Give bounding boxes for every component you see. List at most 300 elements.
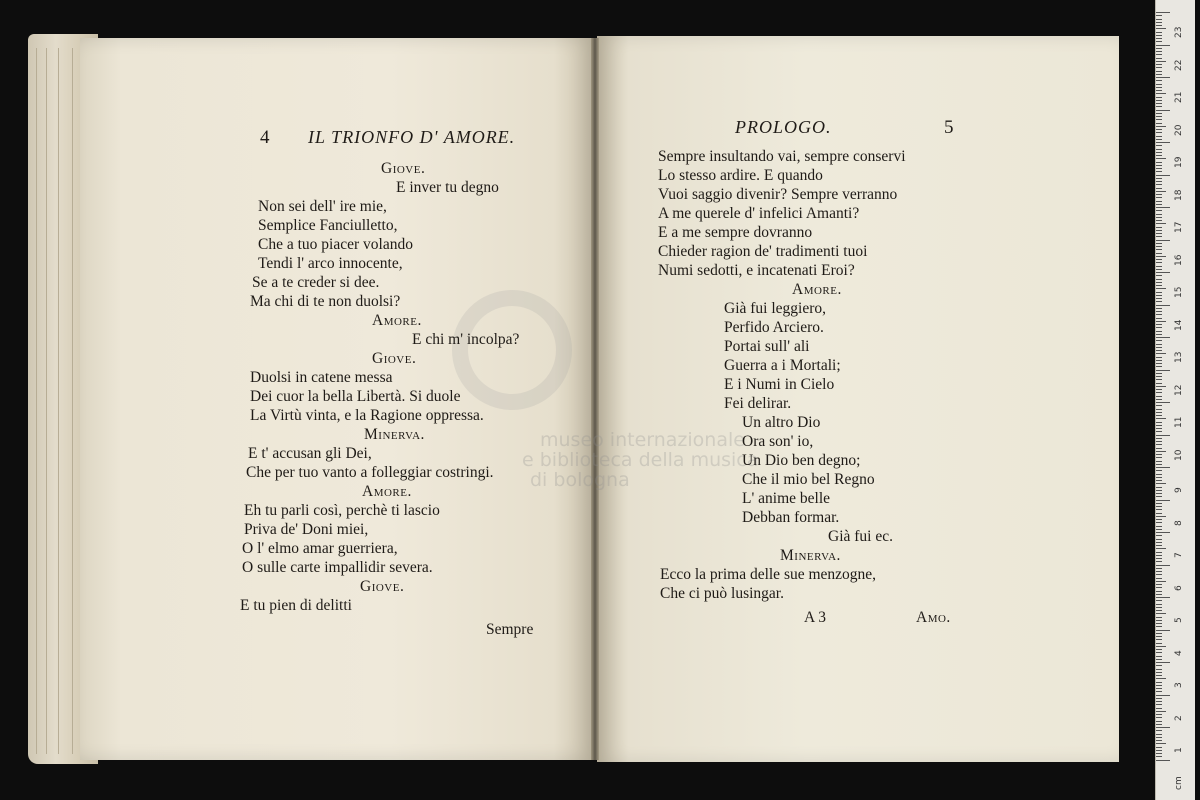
ruler-tick	[1156, 366, 1162, 367]
ruler-tick	[1156, 116, 1162, 117]
ruler-tick	[1156, 649, 1162, 650]
ruler-tick	[1156, 379, 1162, 380]
ruler-tick	[1156, 659, 1162, 660]
ruler-tick	[1156, 626, 1162, 627]
ruler-tick	[1156, 509, 1162, 510]
ruler-number: 2	[1174, 714, 1184, 721]
page-edge-line	[72, 48, 73, 754]
ruler-tick	[1156, 48, 1162, 49]
ruler-tick	[1156, 597, 1170, 598]
ruler-tick	[1156, 12, 1170, 13]
ruler-tick	[1156, 571, 1162, 572]
verse-line: Che a tuo piacer volando	[258, 236, 413, 253]
verse-line: E inver tu degno	[396, 179, 499, 196]
ruler-tick	[1156, 431, 1162, 432]
ruler-tick	[1156, 587, 1162, 588]
ruler-tick	[1156, 71, 1162, 72]
ruler-tick	[1156, 604, 1162, 605]
ruler-tick	[1156, 396, 1162, 397]
ruler-number: 22	[1174, 59, 1184, 71]
ruler-tick	[1156, 691, 1162, 692]
ruler-tick	[1156, 162, 1162, 163]
verse-line: Sempre insultando vai, sempre conservi	[658, 148, 906, 165]
verse-line: O sulle carte impallidir severa.	[242, 559, 433, 576]
ruler-tick	[1156, 292, 1162, 293]
ruler-tick	[1156, 318, 1162, 319]
ruler-tick	[1156, 376, 1162, 377]
catchword: Amo.	[916, 609, 951, 626]
ruler-tick	[1156, 279, 1162, 280]
ruler-tick	[1156, 737, 1162, 738]
ruler-tick	[1156, 84, 1162, 85]
ruler-tick	[1156, 373, 1162, 374]
verse-line: Chieder ragion de' tradimenti tuoi	[658, 243, 868, 260]
ruler-tick	[1156, 506, 1162, 507]
ruler-unit: cm	[1174, 776, 1184, 790]
ruler-tick	[1156, 295, 1162, 296]
ruler-tick	[1156, 639, 1162, 640]
ruler-number: 7	[1174, 552, 1184, 558]
page-edge-line	[46, 48, 47, 754]
ruler-tick	[1156, 594, 1162, 595]
ruler-tick	[1156, 516, 1166, 517]
ruler-tick	[1156, 191, 1166, 192]
ruler-tick	[1156, 233, 1162, 234]
speaker-label: Giove.	[372, 350, 417, 367]
ruler-tick	[1156, 717, 1162, 718]
ruler-tick	[1156, 340, 1162, 341]
ruler-tick	[1156, 415, 1162, 416]
ruler-number: 19	[1174, 156, 1184, 168]
ruler-tick	[1156, 721, 1162, 722]
ruler-tick	[1156, 740, 1162, 741]
ruler-tick	[1156, 454, 1162, 455]
ruler-number: 10	[1174, 449, 1184, 461]
ruler-tick	[1156, 113, 1162, 114]
ruler-tick	[1156, 106, 1162, 107]
ruler-tick	[1156, 678, 1166, 679]
ruler-tick	[1156, 126, 1166, 127]
ruler-tick	[1156, 399, 1162, 400]
verse-line: E t' accusan gli Dei,	[248, 445, 372, 462]
verse-line: Non sei dell' ire mie,	[258, 198, 387, 215]
ruler-tick	[1156, 591, 1162, 592]
ruler-tick	[1156, 656, 1162, 657]
ruler-number: 8	[1174, 519, 1184, 526]
ruler-tick	[1156, 259, 1162, 260]
verse-line: E chi m' incolpa?	[412, 331, 520, 348]
page-edge-line	[36, 48, 37, 754]
ruler-number: 13	[1174, 351, 1184, 363]
ruler-tick	[1156, 139, 1162, 140]
ruler-tick	[1156, 548, 1166, 549]
ruler-tick	[1156, 129, 1162, 130]
ruler-tick	[1156, 448, 1162, 449]
ruler-tick	[1156, 701, 1162, 702]
left-running-title: IL TRIONFO D' AMORE.	[308, 127, 516, 147]
ruler-tick	[1156, 643, 1162, 644]
ruler-tick	[1156, 22, 1162, 23]
ruler-tick	[1156, 243, 1162, 244]
ruler-tick	[1156, 266, 1162, 267]
ruler-tick	[1156, 665, 1162, 666]
ruler-number: 9	[1174, 487, 1184, 493]
ruler-tick	[1156, 132, 1162, 133]
ruler-tick	[1156, 19, 1162, 20]
ruler-tick	[1156, 67, 1162, 68]
ruler-tick	[1156, 688, 1162, 689]
ruler-tick	[1156, 249, 1162, 250]
ruler-tick	[1156, 334, 1162, 335]
ruler-tick	[1156, 561, 1162, 562]
ruler-number: 16	[1174, 254, 1184, 266]
verse-line: Ora son' io,	[742, 433, 814, 450]
ruler-tick	[1156, 685, 1162, 686]
ruler-tick	[1156, 136, 1162, 137]
ruler-tick	[1156, 301, 1162, 302]
ruler-tick	[1156, 581, 1166, 582]
ruler-tick	[1156, 487, 1162, 488]
ruler-tick	[1156, 87, 1162, 88]
verse-line: Perfido Arciero.	[724, 319, 824, 336]
ruler-tick	[1156, 529, 1162, 530]
ruler-tick	[1156, 230, 1162, 231]
catchword: Sempre	[486, 621, 534, 638]
open-book	[28, 28, 1123, 768]
ruler-tick	[1156, 428, 1162, 429]
ruler-tick	[1156, 54, 1162, 55]
ruler-tick	[1156, 256, 1166, 257]
ruler-tick	[1156, 760, 1170, 761]
ruler-tick	[1156, 119, 1162, 120]
ruler-tick	[1156, 480, 1162, 481]
ruler-tick	[1156, 38, 1162, 39]
ruler-tick	[1156, 630, 1170, 631]
ruler-tick	[1156, 74, 1162, 75]
ruler-tick	[1156, 25, 1162, 26]
ruler-tick	[1156, 363, 1162, 364]
ruler-tick	[1156, 490, 1162, 491]
verse-line: E tu pien di delitti	[240, 597, 352, 614]
ruler-tick	[1156, 386, 1166, 387]
ruler-tick	[1156, 145, 1162, 146]
ruler-tick	[1156, 210, 1162, 211]
ruler-number: 11	[1174, 416, 1184, 428]
speaker-label: Giove.	[360, 578, 405, 595]
ruler-number: 20	[1174, 124, 1184, 136]
ruler-tick	[1156, 262, 1162, 263]
ruler-tick	[1156, 623, 1162, 624]
ruler-tick	[1156, 64, 1162, 65]
ruler-tick	[1156, 574, 1162, 575]
ruler-tick	[1156, 175, 1170, 176]
ruler-tick	[1156, 344, 1162, 345]
ruler-tick	[1156, 477, 1162, 478]
ruler-tick	[1156, 753, 1162, 754]
ruler-tick	[1156, 610, 1162, 611]
ruler-number: 6	[1174, 584, 1184, 591]
ruler-tick	[1156, 61, 1166, 62]
ruler-tick	[1156, 308, 1162, 309]
ruler-tick	[1156, 321, 1166, 322]
ruler-number: 12	[1174, 384, 1184, 396]
ruler-tick	[1156, 288, 1166, 289]
ruler-tick	[1156, 526, 1162, 527]
verse-line: Un Dio ben degno;	[742, 452, 861, 469]
right-page	[597, 36, 1119, 762]
book-gutter	[591, 38, 599, 760]
ruler-tick	[1156, 314, 1162, 315]
ruler-tick	[1156, 613, 1166, 614]
ruler-number: 18	[1174, 189, 1184, 201]
ruler-number: 14	[1174, 319, 1184, 331]
ruler-tick	[1156, 97, 1162, 98]
ruler-tick	[1156, 188, 1162, 189]
ruler-tick	[1156, 217, 1162, 218]
ruler-tick	[1156, 285, 1162, 286]
ruler-tick	[1156, 441, 1162, 442]
ruler-tick	[1156, 32, 1162, 33]
ruler-tick	[1156, 418, 1166, 419]
ruler-tick	[1156, 405, 1162, 406]
ruler-tick	[1156, 275, 1162, 276]
ruler-tick	[1156, 535, 1162, 536]
speaker-label: Minerva.	[780, 547, 841, 564]
verse-line: E i Numi in Cielo	[724, 376, 835, 393]
ruler-tick	[1156, 620, 1162, 621]
ruler-number: 21	[1174, 91, 1184, 103]
ruler-tick	[1156, 158, 1166, 159]
ruler-tick	[1156, 464, 1162, 465]
speaker-label: Minerva.	[364, 426, 425, 443]
verse-line: Semplice Fanciulletto,	[258, 217, 398, 234]
ruler-tick	[1156, 646, 1166, 647]
ruler-tick	[1156, 168, 1162, 169]
ruler-tick	[1156, 412, 1162, 413]
ruler-tick	[1156, 184, 1162, 185]
ruler-tick	[1156, 35, 1162, 36]
ruler-tick	[1156, 669, 1162, 670]
verse-line: Priva de' Doni miei,	[244, 521, 369, 538]
right-page-number: 5	[944, 117, 954, 138]
ruler-tick	[1156, 483, 1166, 484]
verse-line: Numi sedotti, e incatenati Eroi?	[658, 262, 855, 279]
speaker-label: Amore.	[362, 483, 412, 500]
ruler-tick	[1156, 708, 1162, 709]
ruler-tick	[1156, 51, 1162, 52]
ruler-tick	[1156, 470, 1162, 471]
ruler-tick	[1156, 578, 1162, 579]
ruler-tick	[1156, 282, 1162, 283]
ruler-tick	[1156, 513, 1162, 514]
ruler-tick	[1156, 711, 1166, 712]
ruler-tick	[1156, 539, 1162, 540]
ruler-number: 15	[1174, 286, 1184, 298]
ruler-tick	[1156, 750, 1162, 751]
ruler-tick	[1156, 272, 1170, 273]
ruler-tick	[1156, 600, 1162, 601]
ruler-tick	[1156, 558, 1162, 559]
verse-line: Portai sull' ali	[724, 338, 810, 355]
watermark-line-1: museo internazionale	[540, 429, 745, 451]
ruler-tick	[1156, 350, 1162, 351]
verse-line: Debban formar.	[742, 509, 840, 526]
ruler-number: 17	[1174, 221, 1184, 233]
ruler-tick	[1156, 149, 1162, 150]
ruler-tick	[1156, 555, 1162, 556]
verse-line: Già fui leggiero,	[724, 300, 827, 317]
ruler-tick	[1156, 240, 1170, 241]
ruler-tick	[1156, 181, 1162, 182]
ruler-tick	[1156, 389, 1162, 390]
ruler-tick	[1156, 103, 1162, 104]
ruler-tick	[1156, 28, 1166, 29]
ruler-tick	[1156, 207, 1170, 208]
ruler-tick	[1156, 142, 1170, 143]
watermark-logo	[452, 290, 572, 410]
ruler-tick	[1156, 353, 1166, 354]
ruler-tick	[1156, 542, 1162, 543]
speaker-label: Amore.	[792, 281, 842, 298]
ruler-tick	[1156, 422, 1162, 423]
ruler-number: 4	[1174, 649, 1184, 656]
ruler-tick	[1156, 704, 1162, 705]
ruler-tick	[1156, 77, 1170, 78]
ruler-tick	[1156, 298, 1162, 299]
signature-mark: A 3	[804, 609, 826, 626]
ruler-tick	[1156, 253, 1162, 254]
ruler-tick	[1156, 223, 1166, 224]
ruler-tick	[1156, 724, 1162, 725]
ruler-tick	[1156, 467, 1170, 468]
ruler-tick	[1156, 311, 1162, 312]
verse-line: La Virtù vinta, e la Ragione oppressa.	[250, 407, 484, 424]
ruler-tick	[1156, 409, 1162, 410]
verse-line: Che per tuo vanto a folleggiar costringi.	[246, 464, 494, 481]
verse-line: Vuoi saggio divenir? Sempre verranno	[658, 186, 898, 203]
verse-line: E a me sempre dovranno	[658, 224, 813, 241]
ruler-tick	[1156, 123, 1162, 124]
ruler-tick	[1156, 730, 1162, 731]
ruler-tick	[1156, 100, 1162, 101]
ruler-tick	[1156, 438, 1162, 439]
ruler-tick	[1156, 545, 1162, 546]
ruler-tick	[1156, 236, 1162, 237]
verse-line: Duolsi in catene messa	[250, 369, 393, 386]
verse-line: Fei delirar.	[724, 395, 792, 412]
watermark-line-3: di bologna	[530, 469, 630, 491]
ruler-number: 3	[1174, 682, 1184, 688]
ruler-tick	[1156, 727, 1170, 728]
ruler-number: 1	[1174, 747, 1184, 753]
page-edge-line	[58, 48, 59, 754]
ruler-tick	[1156, 178, 1162, 179]
ruler-tick	[1156, 93, 1166, 94]
speaker-label: Amore.	[372, 312, 422, 329]
ruler-tick	[1156, 220, 1162, 221]
ruler-number: 5	[1174, 617, 1184, 623]
ruler-tick	[1156, 80, 1162, 81]
ruler-tick	[1156, 607, 1162, 608]
ruler-tick	[1156, 451, 1166, 452]
ruler-tick	[1156, 747, 1162, 748]
ruler-tick	[1156, 194, 1162, 195]
ruler-tick	[1156, 90, 1162, 91]
verse-line: O l' elmo amar guerriera,	[242, 540, 398, 557]
ruler-tick	[1156, 714, 1162, 715]
ruler-tick	[1156, 743, 1166, 744]
ruler-tick	[1156, 214, 1162, 215]
ruler-tick	[1156, 633, 1162, 634]
ruler-tick	[1156, 110, 1170, 111]
ruler-tick	[1156, 337, 1170, 338]
ruler-tick	[1156, 474, 1162, 475]
ruler-tick	[1156, 552, 1162, 553]
ruler-tick	[1156, 662, 1170, 663]
measurement-ruler	[1155, 0, 1195, 800]
verse-line: Guerra a i Mortali;	[724, 357, 841, 374]
ruler-tick	[1156, 347, 1162, 348]
ruler-tick	[1156, 327, 1162, 328]
verse-line: Che il mio bel Regno	[742, 471, 875, 488]
left-page-number: 4	[260, 127, 270, 148]
ruler-tick	[1156, 519, 1162, 520]
ruler-tick	[1156, 444, 1162, 445]
ruler-tick	[1156, 457, 1162, 458]
verse-line: Lo stesso ardire. E quando	[658, 167, 823, 184]
ruler-tick	[1156, 383, 1162, 384]
ruler-tick	[1156, 269, 1162, 270]
ruler-tick	[1156, 461, 1162, 462]
ruler-tick	[1156, 698, 1162, 699]
ruler-tick	[1156, 152, 1162, 153]
ruler-tick	[1156, 41, 1162, 42]
speaker-label: Giove.	[381, 160, 426, 177]
ruler-tick	[1156, 503, 1162, 504]
watermark-line-2: e biblioteca della musica	[522, 449, 759, 471]
ruler-tick	[1156, 695, 1170, 696]
ruler-number: 23	[1174, 26, 1184, 38]
ruler-tick	[1156, 496, 1162, 497]
ruler-tick	[1156, 425, 1162, 426]
ruler-tick	[1156, 756, 1162, 757]
ruler-tick	[1156, 734, 1162, 735]
ruler-tick	[1156, 392, 1162, 393]
ruler-tick	[1156, 201, 1162, 202]
ruler-tick	[1156, 204, 1162, 205]
ruler-tick	[1156, 171, 1162, 172]
ruler-tick	[1156, 652, 1162, 653]
ruler-tick	[1156, 58, 1162, 59]
verse-line: Dei cuor la bella Libertà. Si duole	[250, 388, 461, 405]
ruler-tick	[1156, 493, 1162, 494]
ruler-tick	[1156, 565, 1170, 566]
verse-line: Tendi l' arco innocente,	[258, 255, 403, 272]
ruler-tick	[1156, 45, 1170, 46]
ruler-tick	[1156, 636, 1162, 637]
ruler-tick	[1156, 617, 1162, 618]
verse-line: Eh tu parli così, perchè ti lascio	[244, 502, 440, 519]
verse-line: Ecco la prima delle sue menzogne,	[660, 566, 877, 583]
ruler-tick	[1156, 500, 1170, 501]
ruler-tick	[1156, 357, 1162, 358]
watermark	[522, 430, 758, 490]
verse-line: Ma chi di te non duolsi?	[250, 293, 401, 310]
ruler-tick	[1156, 15, 1162, 16]
verse-line: Che ci può lusingar.	[660, 585, 784, 602]
ruler-tick	[1156, 435, 1170, 436]
ruler-tick	[1156, 672, 1162, 673]
